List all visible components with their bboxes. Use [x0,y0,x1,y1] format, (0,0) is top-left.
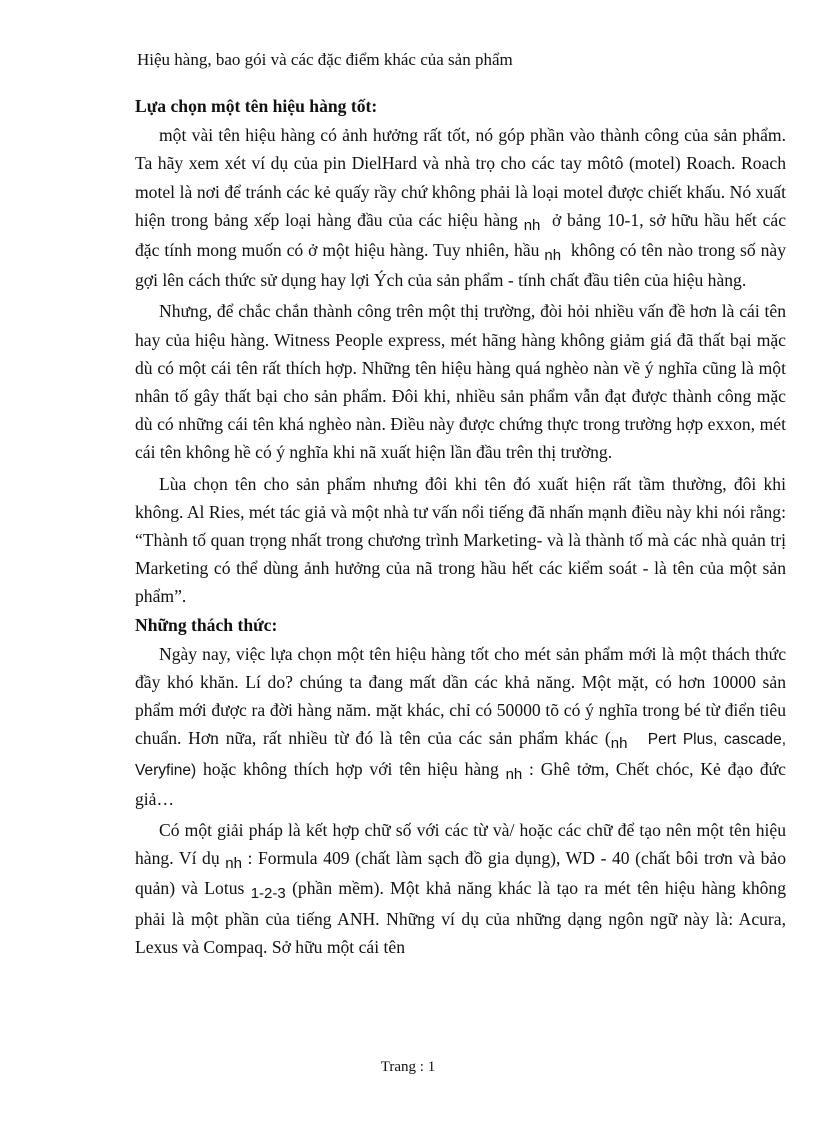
subscript-number: 1-2-3 [250,885,286,903]
document-body [135,92,786,961]
text-run: Ngày nay, việc lựa chọn một tên hiệu hàng tốt cho mét sản phẩm mới là một thách thức đầy khó khăn. Lí do? chúng ta đang mất dần các khả năng. Một mặt, có hơn 10000 sản phẩm mới được ra đời hàng năm. mặt khác, chỉ có 50000 tõ có ý nghĩa trong bé từ điển tiêu chuẩn. Hơn nữa, rất nhiều từ đó là tên của các sản phẩm khác ( [135,643,786,749]
subscript-text: nh [523,216,541,234]
text-run: : Formula 409 (chất làm sạch đồ gia dụng), WD - 40 (chất bôi trơn và bảo quản) và Lotus [135,848,787,899]
section-heading-challenges: Những thách thức: [135,614,278,635]
text-run: không có tên nào trong số này gợi lên cách thức sử dụng hay lợi Ých của sản phẩm - tính chất đầu tiên của hiệu hàng. [135,240,787,291]
subscript-text: nh [544,247,562,265]
running-header: Hiệu hàng, bao gói và các đặc điểm khác của sản phẩm [137,50,513,69]
section-heading-choose-name: Lựa chọn một tên hiệu hàng tốt: [135,96,378,116]
text-run: ở bảng 10-1, sở hữu hầu hết các đặc tính mong muốn có ở một hiệu hàng. Tuy nhiên, hầu [135,209,787,261]
text-run: : Ghê tởm, Chết chóc, Kẻ đạo đức giả… [135,758,786,809]
page-footer: Trang : 1 [380,1059,436,1075]
paragraph [135,816,786,961]
text-run: hoặc không thích hợp với tên hiệu hàng [202,758,499,779]
example-names: Pert Plus, cascade, Veryfine) [135,731,786,779]
text-run: Có một giải pháp là kết hợp chữ số với các từ và/ hoặc các chữ để tạo nên một tên hiệu hàng. Ví dụ [135,820,786,869]
paragraph: Nhưng, để chắc chắn thành công trên một thị trường, đòi hỏi nhiều vấn đề hơn là cái tên hay của hiệu hàng. Witness People express, mét hãng hàng không giảm giá đã thất bại mặc dù có một cái tên rất thích hợp. Những tên hiệu hàng quá nghèo nàn về ý nghĩa cũng là một nhân tố gây thất bại cho sản phẩm. Đôi khi, nhiều sản phẩm vẫn đạt được thành công mặc dù có những cái tên khá nghèo nàn. Điều này được chứng thực trong trường hợp exxon, mét cái tên không hề có ý nghĩa khi nã xuất hiện lần đầu trên thị trường. [135,301,786,463]
subscript-text: nh [505,765,523,783]
paragraph: Lùa chọn tên cho sản phẩm nhưng đôi khi tên đó xuất hiện rất tầm thường, đôi khi không. Al Ries, mét tác giả và một nhà tư vấn nổi tiếng đã nhấn mạnh điều này khi nói rằng: “Thành tố quan trọng nhất trong chương trình Marketing- và là thành tố mà các nhà quản trị Marketing có thể dùng ảnh hưởng của nã trong hầu hết các kiểm soát - là tên của một sản phẩm”. [135,473,786,607]
paragraph [135,640,786,813]
subscript-text: nh [610,735,628,753]
subscript-text: nh [225,855,242,873]
paragraph [135,121,786,294]
text-run: một vài tên hiệu hàng có ảnh hưởng rất tốt, nó góp phần vào thành công của sản phẩm. Ta hãy xem xét ví dụ của pin DielHard và nhà trọ cho các tay môtô (motel) Roach. Roach motel là nơi để tránh các kẻ quấy rầy chứ không phải là loại motel được chiết khấu. Nó xuất hiện trong bảng xếp loại hàng đầu của các hiệu hàng [135,125,786,230]
text-run: (phần mềm). Một khả năng khác là tạo ra mét tên hiệu hàng không phải là một phần của tiếng ANH. Những ví dụ của những dạng ngôn ngữ này là: Acura, Lexus và Compaq. Sở hữu một cái tên [135,878,787,957]
